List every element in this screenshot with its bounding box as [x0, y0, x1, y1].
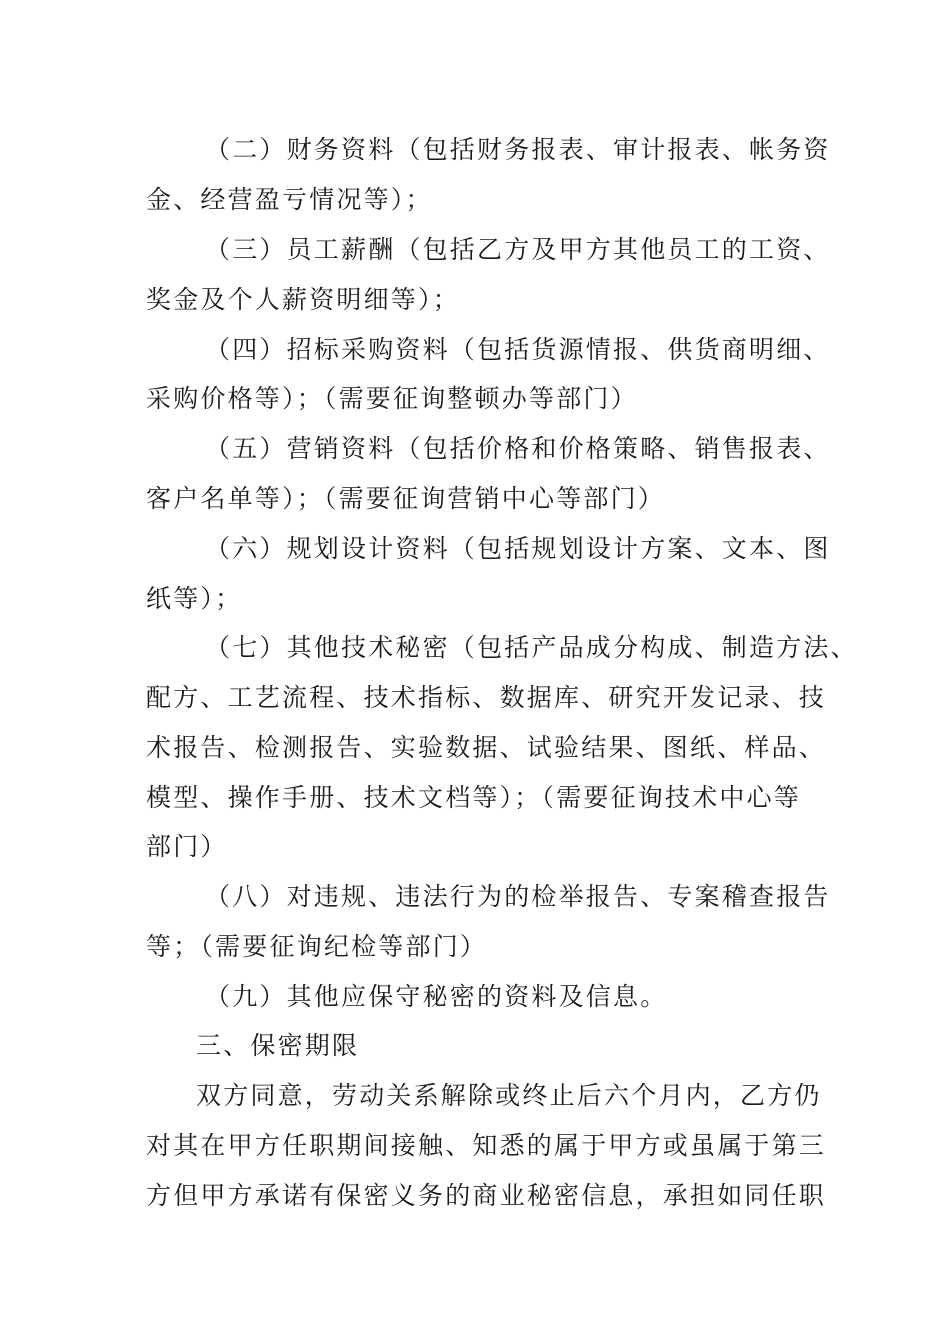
section-heading: 三、保密期限	[196, 1031, 360, 1060]
paragraph-line: （八）对违规、违法行为的检举报告、专案稽查报告	[205, 882, 831, 911]
paragraph-line: 对其在甲方任职期间接触、知悉的属于甲方或虽属于第三	[146, 1131, 827, 1160]
paragraph-line: 术报告、检测报告、实验数据、试验结果、图纸、样品、	[146, 733, 827, 762]
paragraph-line: 双方同意，劳动关系解除或终止后六个月内，乙方仍	[196, 1081, 822, 1110]
paragraph-line: 采购价格等）；（需要征询整顿办等部门）	[146, 384, 638, 413]
paragraph-line: 奖金及个人薪资明细等）；	[146, 285, 460, 314]
paragraph-line: （三）员工薪酬（包括乙方及甲方其他员工的工资、	[205, 235, 831, 264]
paragraph-line: 客户名单等）；（需要征询营销中心等部门）	[146, 484, 666, 513]
paragraph-line: （四）招标采购资料（包括货源情报、供货商明细、	[205, 335, 831, 364]
paragraph-line: 纸等）；	[146, 584, 243, 613]
paragraph-line: （五）营销资料（包括价格和价格策略、销售报表、	[205, 434, 831, 463]
paragraph-line: 方但甲方承诺有保密义务的商业秘密信息，承担如同任职	[146, 1181, 827, 1210]
paragraph-line: 模型、操作手册、技术文档等）；（需要征询技术中心等	[146, 783, 802, 812]
paragraph-line: （二）财务资料（包括财务报表、审计报表、帐务资	[205, 135, 831, 164]
paragraph-line: （七）其他技术秘密（包括产品成分构成、制造方法、	[205, 633, 858, 662]
paragraph-line: 配方、工艺流程、技术指标、数据库、研究开发记录、技	[146, 683, 827, 712]
paragraph-line: 等；（需要征询纪检等部门）	[146, 932, 488, 961]
paragraph-line: 金、经营盈亏情况等）；	[146, 185, 433, 214]
paragraph-line: 部门）	[146, 832, 228, 861]
paragraph-line: （六）规划设计资料（包括规划设计方案、文本、图	[205, 534, 831, 563]
paragraph-line: （九）其他应保守秘密的资料及信息。	[205, 982, 668, 1011]
